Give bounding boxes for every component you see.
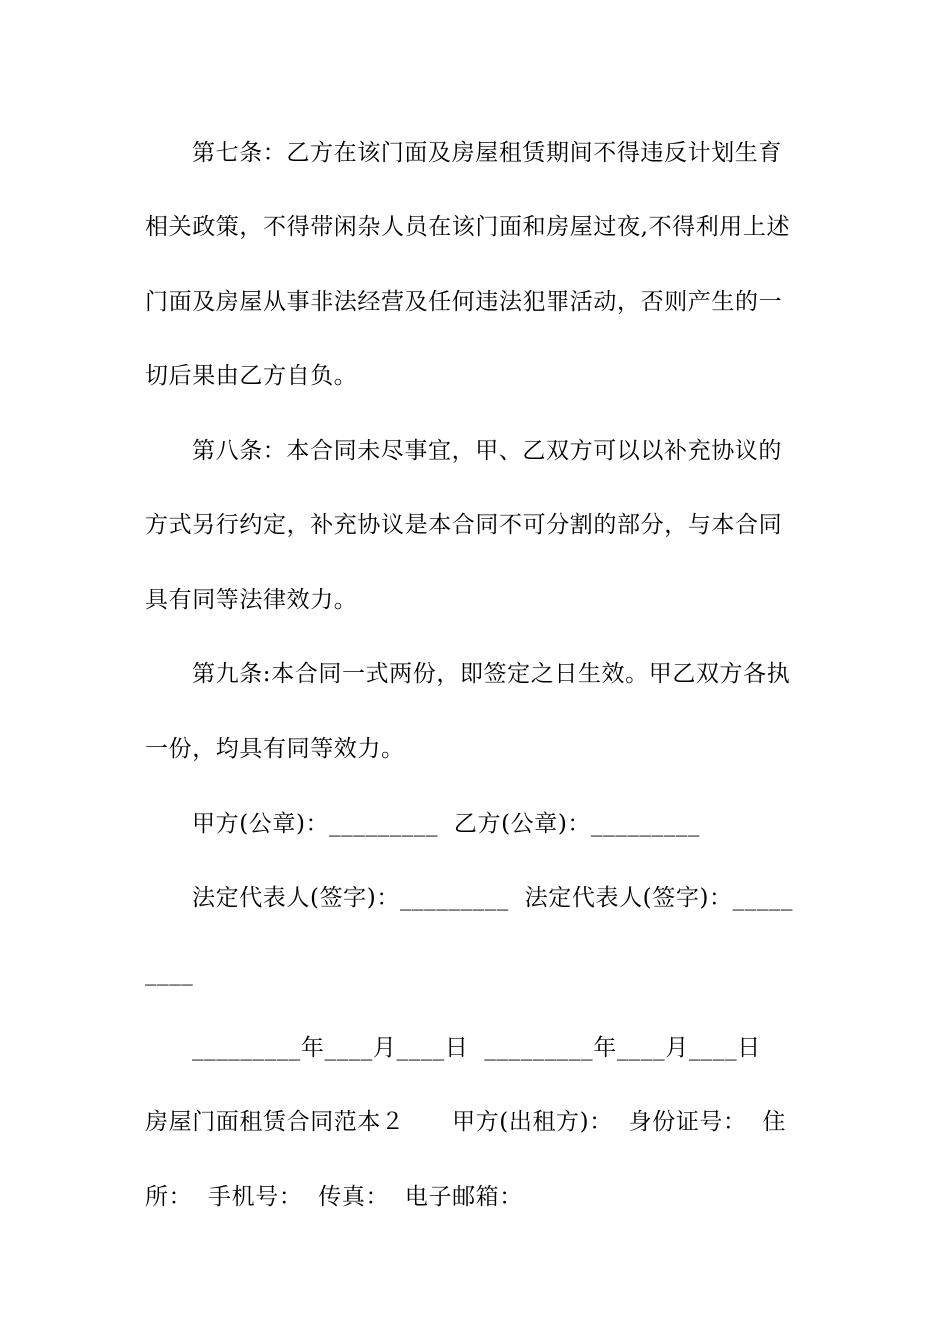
article-7-line-4: 切后果由乙方自负。: [145, 363, 358, 389]
signature-line-continued: ____: [145, 960, 194, 986]
article-8-line-1: 第八条：本合同未尽事宜，甲、乙双方可以以补充协议的: [192, 438, 782, 464]
date-line: _________年____月____日 _________年____月____日: [192, 1035, 761, 1061]
article-7-line-1: 第七条：乙方在该门面及房屋租赁期间不得违反计划生育: [192, 140, 782, 166]
article-9-line-2: 一份，均具有同等效力。: [145, 736, 405, 762]
article-7-line-3: 门面及房屋从事非法经营及任何违法犯罪活动，否则产生的一: [145, 289, 783, 315]
article-9-line-1: 第九条:本合同一式两份，即签定之日生效。甲乙双方各执: [192, 661, 791, 687]
article-7-line-2: 相关政策，不得带闲杂人员在该门面和房屋过夜,不得利用上述: [145, 214, 791, 240]
contract-2-header-line-1: 房屋门面租赁合同范本２ 甲方(出租方)： 身份证号： 住: [145, 1109, 787, 1135]
article-8-line-3: 具有同等法律效力。: [145, 587, 358, 613]
signature-line: 法定代表人(签字)：_________ 法定代表人(签字)：_____: [192, 885, 794, 911]
article-8-line-2: 方式另行约定，补充协议是本合同不可分割的部分，与本合同: [145, 512, 783, 538]
seal-line: 甲方(公章)：_________ 乙方(公章)：_________: [192, 811, 700, 837]
contract-2-header-line-2: 所： 手机号： 传真： 电子邮箱：: [145, 1184, 523, 1210]
